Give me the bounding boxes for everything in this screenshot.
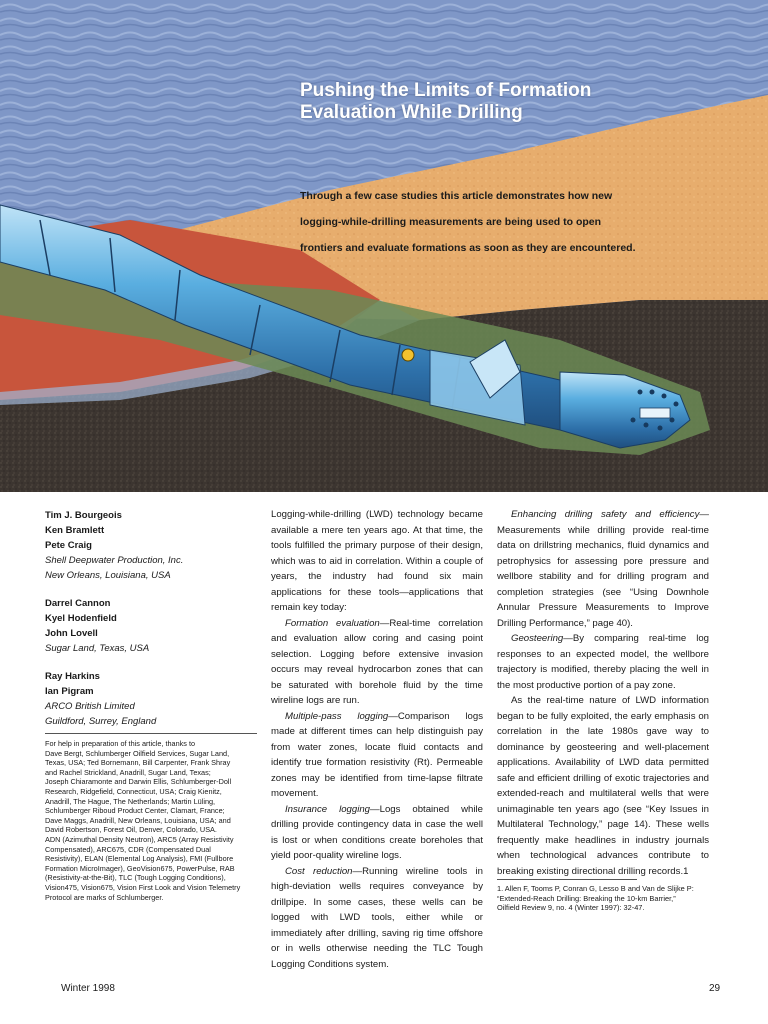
acknowledgment-line: Research, Ridgefield, Connecticut, USA; Craig Kienitz, — [45, 786, 222, 796]
acknowledgment-line: Texas, USA; Ted Bornemann, Bill Carpenter, Frank Shray — [45, 758, 231, 768]
author-name: Ken Bramlett — [45, 525, 105, 536]
paragraph-lead: Geosteering — [511, 633, 564, 644]
acknowledgment-line: Formation MicroImager), GeoVision675, PowerPulse, RAB — [45, 863, 235, 873]
footnote-line: “Extended-Reach Drilling: Breaking the 10-km Barrier,” — [497, 893, 676, 903]
body-paragraph — [271, 864, 483, 973]
dek-line: Through a few case studies this article demonstrates how new — [300, 190, 613, 202]
paragraph-text: —Measurements while drilling provide real-time data on drillstring mechanics, fluid dynamics and petrophysics for assessing pore pressure and wellbore stability and for drilling program and completion strategies (see “Using Downhole Annular Pressure Measurements to Improve Drilling Performance,” page 40). — [497, 509, 709, 629]
hero-illustration — [0, 0, 768, 492]
issue-date: Winter 1998 — [61, 983, 115, 994]
divider — [45, 733, 257, 734]
body-paragraph — [271, 802, 483, 864]
acknowledgment-line: Compensated), ARC675, CDR (Compensated Dual — [45, 844, 211, 854]
author-affiliation: New Orleans, Louisiana, USA — [45, 570, 171, 581]
acknowledgment-line: David Robertson, Forest Oil, Denver, Colorado, USA. — [45, 825, 217, 835]
acknowledgment-line: Vision475, Vision675, Vision First Look and Vision Telemetry — [45, 882, 241, 892]
author-affiliation: ARCO British Limited — [45, 701, 135, 712]
title-line: Evaluation While Drilling — [300, 102, 523, 123]
acknowledgments — [45, 739, 259, 902]
body-paragraph — [271, 507, 483, 616]
footnote-line: 1. Allen F, Tooms P, Conran G, Lesso B and Van de Slijke P: — [497, 884, 694, 893]
author-affiliation: Shell Deepwater Production, Inc. — [45, 555, 184, 566]
dek-line: frontiers and evaluate formations as soon as they are encountered. — [300, 242, 636, 254]
acknowledgment-line: ADN (Azimuthal Density Neutron), ARC5 (Array Resistivity — [45, 834, 234, 844]
author-name: Pete Craig — [45, 540, 92, 551]
paragraph-text: —By comparing real-time log responses to an expected model, the wellbore trajectory is modified, thereby placing the well in the most productive portion of a pay zone. — [497, 633, 709, 691]
author-name: Ian Pigram — [45, 686, 94, 697]
author-name: Kyel Hodenfield — [45, 613, 117, 624]
acknowledgment-line: Schlumberger Riboud Product Center, Clamart, France; — [45, 806, 225, 816]
paragraph-text: Logging-while-drilling (LWD) technology became available a mere ten years ago. At that time, the tools fulfilled the primary purpose of their design, which was to aid in correlation. Within a couple of years, the industry had found six main applications for these tools—applications that remain key today: — [271, 509, 483, 613]
article-dek — [300, 183, 720, 261]
dek-line: logging-while-drilling measurements are being used to open — [300, 216, 602, 228]
acknowledgment-line: Protocol are marks of Schlumberger. — [45, 892, 164, 902]
article-title — [300, 80, 700, 124]
acknowledgment-line: For help in preparation of this article, thanks to — [45, 739, 196, 748]
paragraph-text: —Logs obtained while drilling provide contingency data in case the well is lost or when conditions create boreholes that yield poor-quality wireline logs. — [271, 803, 483, 861]
page-number: 29 — [709, 983, 721, 994]
author-name: John Lovell — [45, 628, 98, 639]
author-affiliation: Sugar Land, Texas, USA — [45, 643, 150, 654]
body-column-2 — [271, 507, 483, 972]
acknowledgment-line: Anadrill, The Hague, The Netherlands; Martin Lüling, — [45, 796, 216, 806]
acknowledgment-line: and Rachel Strickland, Anadrill, Sugar Land, Texas; — [45, 767, 211, 777]
acknowledgment-line: Dave Bergt, Schlumberger Oilfield Services, Sugar Land, — [45, 748, 230, 758]
author-name: Ray Harkins — [45, 671, 100, 682]
body-paragraph — [271, 616, 483, 709]
acknowledgment-line: Joseph Chiaramonte and Darwin Ellis, Schlumberger-Doll — [45, 777, 232, 787]
author-group — [45, 596, 255, 656]
acknowledgment-line: Dave Maggs, Anadrill, New Orleans, Louisiana, USA; and — [45, 815, 231, 825]
title-line: Pushing the Limits of Formation — [300, 80, 592, 101]
author-affiliation: Guildford, Surrey, England — [45, 716, 157, 727]
acknowledgment-line: Resistivity), ELAN (Elemental Log Analysis), FMI (Fullbore — [45, 854, 234, 864]
author-name: Darrel Cannon — [45, 598, 111, 609]
paragraph-text: As the real-time nature of LWD information began to be fully exploited, the early emphasis on correlation in the late 1980s gave way to dominance by geosteering and well-placement applications. Availability of LWD data permitted safe and efficient drilling of exotic trajectories and extended-reach and multilateral wells that were unimaginable ten years ago (see “Key Issues in Multilateral Technology,” page 14). These wells frequently make headlines in industry journals when technological advances contribute to breaking existing directional drilling records.1 — [497, 695, 709, 877]
paragraph-lead: Enhancing drilling safety and efficiency — [511, 509, 700, 520]
paragraph-lead: Formation evaluation — [285, 617, 380, 629]
author-list — [45, 508, 255, 742]
paragraph-text: —Running wireline tools in high-deviation wells requires conveyance by drillpipe. In some cases, these wells can be logged with LWD tools, either while or immediately after drilling, saving rig time offshore or in wells otherwise needing the TLC Tough Logging Conditions system. — [271, 865, 483, 970]
author-group — [45, 508, 255, 583]
paragraph-text: —Real-time correlation and evaluation allow coring and casing point selection. Logging before extensive invasion occurs may reveal hydrocarbon zones that can be saturated with borehole fluid by the time wireline logs are run. — [271, 617, 484, 706]
acknowledgment-line: (Resistivity-at-the-Bit), TLC (Tough Logging Conditions), — [45, 873, 226, 883]
paragraph-lead: Insurance logging — [285, 803, 371, 815]
body-paragraph — [497, 507, 709, 631]
body-paragraph — [497, 631, 709, 693]
body-paragraph — [497, 693, 709, 879]
body-paragraph — [271, 709, 483, 802]
footnote — [497, 884, 717, 913]
paragraph-lead: Multiple-pass logging — [285, 710, 389, 722]
paragraph-text: —Comparison logs made at different times can help distinguish pay from water zones, locate fluid contacts and identify true formation resistivity (Rt). Permeable zones may be identified from time-lapse filtrate movement. — [271, 710, 483, 799]
author-name: Tim J. Bourgeois — [45, 510, 122, 521]
footnote-line: Oilfield Review 9, no. 4 (Winter 1997): 32-47. — [497, 903, 645, 913]
footnote-divider — [497, 879, 637, 880]
author-group — [45, 669, 255, 729]
body-column-3 — [497, 507, 709, 879]
paragraph-lead: Cost reduction — [285, 865, 353, 877]
